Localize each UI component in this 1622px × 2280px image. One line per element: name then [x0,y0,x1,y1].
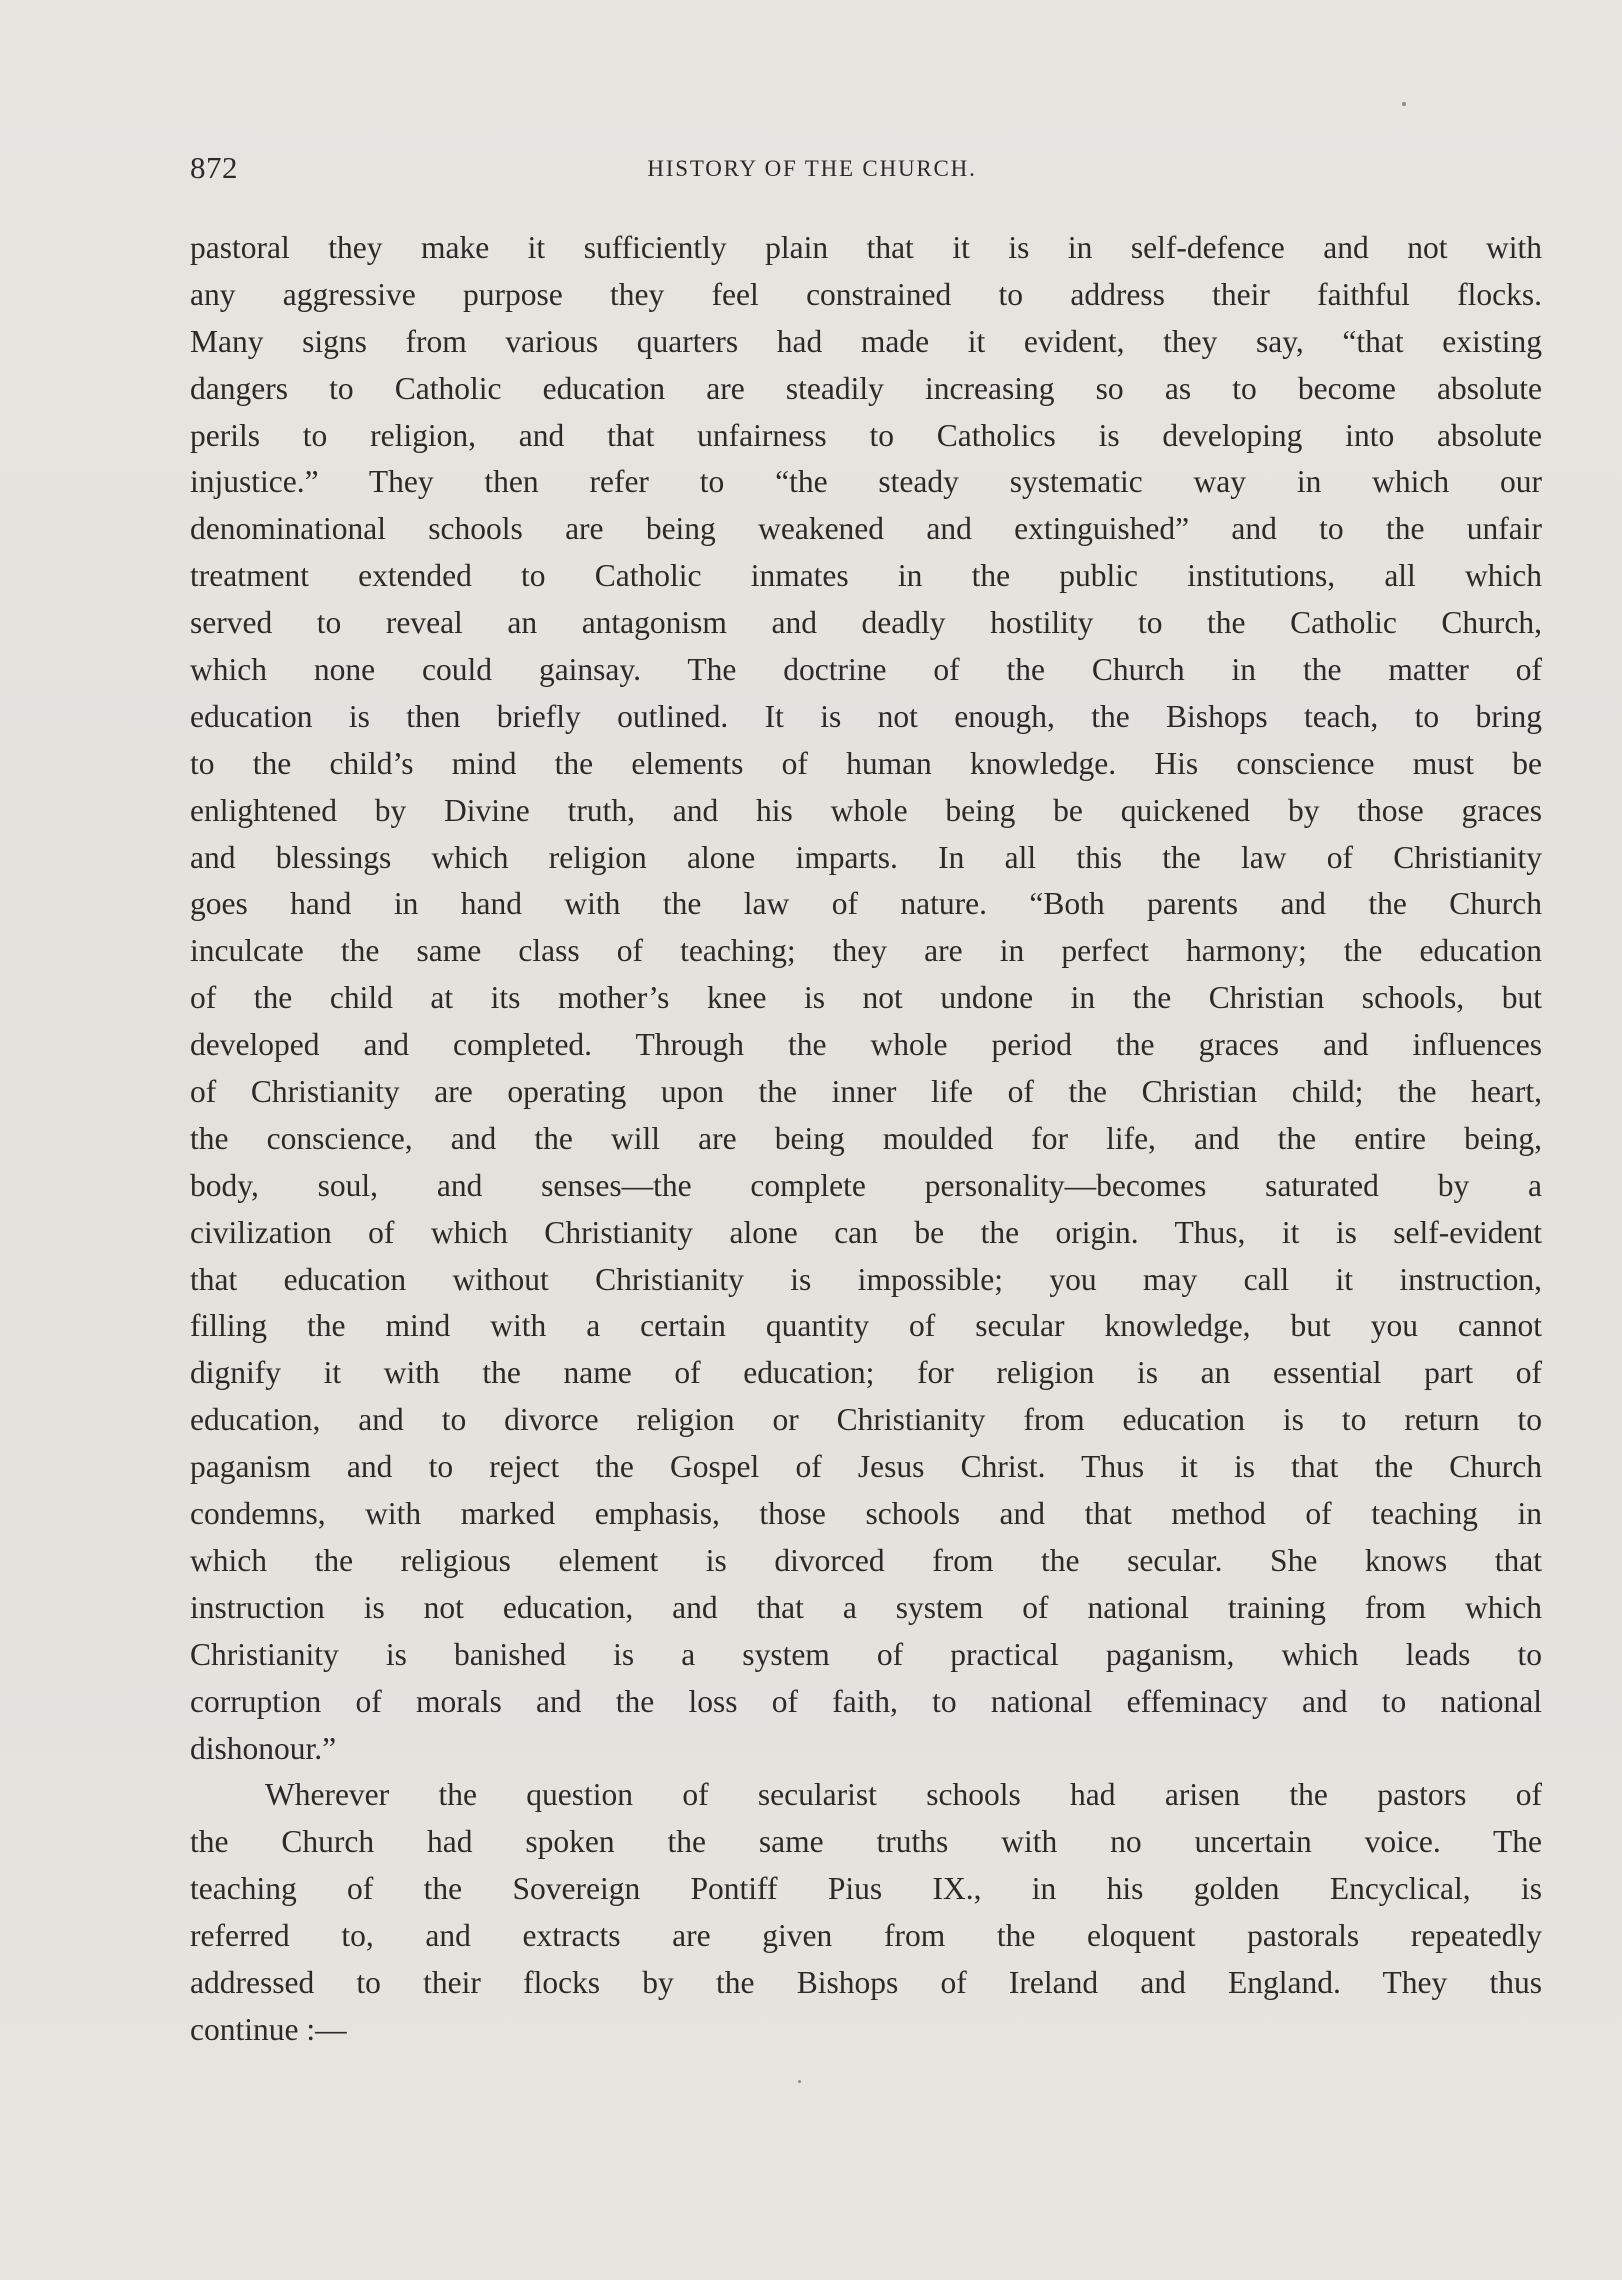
text-line: of the child at its mother’s knee is not undone in the Christian schools, but [190,980,1542,1016]
text-line: paganism and to reject the Gospel of Jesus Christ. Thus it is that the Church [190,1449,1542,1485]
text-line: pastoral they make it sufficiently plain that it is in self-defence and not with [190,230,1542,265]
text-line: goes hand in hand with the law of nature. “Both parents and the Church [190,886,1542,922]
text-line: dangers to Catholic education are steadily increasing so as to become absolute [190,370,1542,406]
text-line: inculcate the same class of teaching; they are in perfect harmony; the education [190,933,1542,969]
page-number: 872 [190,150,238,185]
text-line: which none could gainsay. The doctrine of the Church in the matter of [190,652,1542,688]
text-line: dignify it with the name of education; for religion is an essential part of [190,1355,1542,1391]
text-line: Christianity is banished is a system of practical paganism, which leads to [190,1636,1542,1672]
text-line: served to reveal an antagonism and deadly hostility to the Catholic Church, [190,605,1542,641]
running-head-wrapper [190,156,1542,182]
text-line: civilization of which Christianity alone can be the origin. Thus, it is self-evident [190,1214,1542,1250]
text-line: body, soul, and senses—the complete personality—becomes saturated by a [190,1167,1542,1203]
text-line: any aggressive purpose they feel constrained to address their faithful flocks. [190,276,1542,312]
paragraph-2 [190,1772,1542,2053]
text-line: injustice.” They then refer to “the steady systematic way in which our [190,464,1542,500]
text-line: developed and completed. Through the whole period the graces and influences [190,1027,1542,1063]
text-line: education is then briefly outlined. It is not enough, the Bishops teach, to bring [190,698,1542,734]
text-line: condemns, with marked emphasis, those schools and that method of teaching in [190,1496,1542,1532]
text-line: that education without Christianity is impossible; you may call it instruction, [190,1261,1542,1297]
text-line: corruption of morals and the loss of faith, to national effeminacy and to national [190,1683,1542,1719]
body-text [190,225,1542,2054]
text-line: filling the mind with a certain quantity of secular knowledge, but you cannot [190,1308,1542,1344]
text-line: the Church had spoken the same truths with no uncertain voice. The [190,1824,1542,1860]
running-title: HISTORY OF THE CHURCH. [647,156,977,181]
text-line: of Christianity are operating upon the inner life of the Christian child; the heart, [190,1074,1542,1110]
text-line: Wherever the question of secularist schools had arisen the pastors of [265,1777,1542,1813]
text-line: referred to, and extracts are given from the eloquent pastorals repeatedly [190,1918,1542,1954]
paper-speck [798,2080,801,2083]
text-line: continue :— [190,2011,347,2047]
paper-speck [1402,102,1406,106]
paragraph-1 [190,225,1542,1772]
page-header [190,150,1542,194]
text-line: and blessings which religion alone imparts. In all this the law of Christianity [190,839,1542,875]
text-line: denominational schools are being weakened and extinguished” and to the unfair [190,511,1542,547]
text-line: addressed to their flocks by the Bishops of Ireland and England. They thus [190,1964,1542,2000]
text-line: instruction is not education, and that a system of national training from which [190,1589,1542,1625]
text-line: perils to religion, and that unfairness to Catholics is developing into absolute [190,417,1542,453]
text-line: the conscience, and the will are being moulded for life, and the entire being, [190,1120,1542,1156]
text-line: education, and to divorce religion or Christianity from education is to return to [190,1402,1542,1438]
text-line: which the religious element is divorced from the secular. She knows that [190,1542,1542,1578]
text-line: enlightened by Divine truth, and his whole being be quickened by those graces [190,792,1542,828]
text-line: dishonour.” [190,1730,337,1766]
text-line: teaching of the Sovereign Pontiff Pius IX., in his golden Encyclical, is [190,1871,1542,1907]
text-line: treatment extended to Catholic inmates in the public institutions, all which [190,558,1542,594]
text-line: to the child’s mind the elements of human knowledge. His conscience must be [190,745,1542,781]
text-line: Many signs from various quarters had made it evident, they say, “that existing [190,323,1542,359]
